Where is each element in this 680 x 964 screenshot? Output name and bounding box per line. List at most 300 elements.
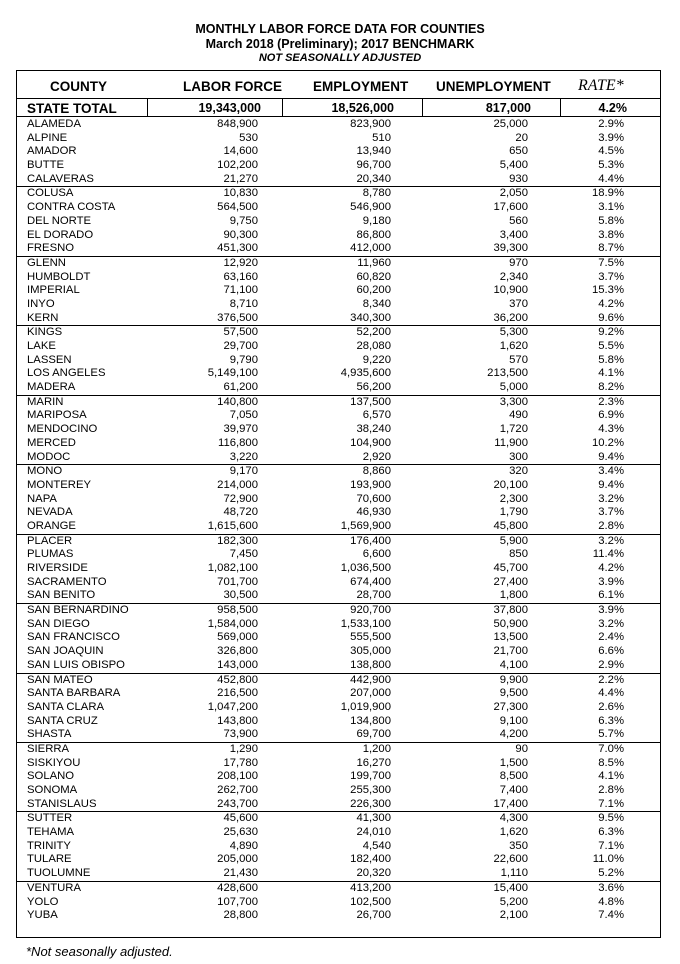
- employment-value: 4,540: [362, 839, 391, 852]
- table-row: [16, 728, 661, 742]
- table-row: [16, 811, 661, 826]
- employment-value: 1,200: [362, 742, 391, 755]
- employment-value: 104,900: [350, 436, 391, 449]
- labor-force-value: 1,082,100: [207, 562, 258, 574]
- employment-value: 86,800: [356, 228, 391, 241]
- county-name: KINGS: [27, 326, 63, 339]
- unemployment-value: 17,400: [493, 797, 528, 810]
- county-name: STANISLAUS: [27, 797, 97, 810]
- employment-value: 46,930: [356, 506, 391, 519]
- table-row: [16, 325, 661, 340]
- county-name: SISKIYOU: [27, 756, 81, 769]
- table-row: [16, 298, 661, 312]
- table-row: [16, 423, 661, 437]
- table-row: [16, 618, 661, 632]
- unemployment-value: 490: [509, 409, 528, 422]
- rate-value: 5.7%: [598, 728, 624, 741]
- table-row: [16, 173, 661, 187]
- employment-value: 26,700: [356, 909, 391, 922]
- unemployment-value: 20,100: [493, 478, 528, 491]
- rate-value: 4.2%: [598, 297, 624, 310]
- county-name: SAN FRANCISCO: [27, 631, 120, 644]
- unemployment-value: 21,700: [493, 645, 528, 658]
- labor-force-value: 116,800: [218, 436, 258, 449]
- rate-value: 4.4%: [598, 172, 624, 185]
- employment-value: 9,220: [362, 353, 391, 366]
- unemployment-value: 90: [515, 742, 528, 755]
- labor-force-value: 216,500: [217, 687, 258, 700]
- county-name: MARIPOSA: [27, 409, 87, 422]
- unemployment-value: 850: [509, 548, 528, 561]
- employment-value: 52,200: [356, 326, 391, 339]
- county-name: KERN: [27, 311, 59, 324]
- county-name: NAPA: [27, 492, 57, 505]
- unemployment-value: 8,500: [499, 770, 528, 783]
- employment-value: 60,820: [356, 270, 391, 283]
- rate-value: 6.3%: [598, 826, 624, 839]
- employment-value: 412,000: [350, 242, 391, 255]
- employment-value: 8,780: [362, 187, 391, 200]
- state-total-employment: 18,526,000: [331, 101, 394, 115]
- employment-value: 8,340: [362, 297, 391, 310]
- unemployment-value: 36,200: [493, 311, 528, 324]
- table-row: [16, 159, 661, 173]
- unemployment-value: 3,400: [499, 228, 528, 241]
- rate-value: 5.8%: [598, 353, 624, 366]
- rate-value: 2.8%: [598, 519, 624, 532]
- employment-value: 413,200: [350, 881, 391, 894]
- rate-value: 9.4%: [598, 478, 624, 491]
- rate-value: 2.9%: [598, 658, 624, 671]
- rate-value: 8.5%: [598, 756, 624, 769]
- county-name: TRINITY: [27, 839, 71, 852]
- table-row: [16, 256, 661, 271]
- county-name: NEVADA: [27, 506, 73, 519]
- county-name: SANTA CRUZ: [27, 714, 98, 727]
- rate-value: 7.0%: [598, 742, 624, 755]
- labor-force-value: 1,290: [229, 742, 258, 755]
- labor-force-value: 25,630: [223, 826, 258, 839]
- rate-value: 2.3%: [598, 395, 624, 408]
- unemployment-value: 4,300: [499, 812, 528, 825]
- labor-force-value: 530: [239, 131, 258, 144]
- county-name: INYO: [27, 297, 55, 310]
- employment-value: 11,960: [357, 256, 391, 269]
- table-row: [16, 201, 661, 215]
- rate-value: 3.2%: [598, 617, 624, 630]
- rate-value: 2.9%: [598, 118, 624, 130]
- county-name: LAKE: [27, 340, 56, 352]
- unemployment-value: 15,400: [493, 881, 528, 894]
- unemployment-value: 2,050: [499, 187, 528, 200]
- employment-value: 193,900: [350, 478, 391, 491]
- table-row: [16, 409, 661, 423]
- county-name: SHASTA: [27, 728, 72, 741]
- table-row: [16, 520, 661, 534]
- rate-value: 3.2%: [598, 492, 624, 505]
- table-row: [16, 826, 661, 840]
- total-cell-divider: [282, 98, 283, 116]
- county-name: SUTTER: [27, 812, 73, 825]
- rate-value: 3.4%: [598, 465, 624, 478]
- labor-force-value: 39,970: [223, 423, 258, 436]
- unemployment-value: 930: [509, 172, 528, 185]
- unemployment-value: 350: [509, 839, 528, 852]
- county-name: ORANGE: [27, 519, 76, 532]
- unemployment-value: 17,600: [493, 201, 528, 214]
- state-total-labor-force: 19,343,000: [198, 101, 261, 115]
- employment-value: 60,200: [356, 284, 391, 297]
- county-name: TULARE: [27, 853, 72, 866]
- rate-value: 4.8%: [598, 895, 624, 908]
- employment-value: 6,570: [362, 409, 391, 422]
- unemployment-value: 1,720: [499, 423, 528, 436]
- employment-value: 207,000: [350, 687, 391, 700]
- county-name: MARIN: [27, 395, 64, 408]
- employment-value: 28,080: [356, 340, 391, 352]
- labor-force-value: 7,450: [229, 548, 258, 561]
- employment-value: 442,900: [350, 673, 391, 686]
- labor-force-value: 214,000: [217, 478, 258, 491]
- rate-value: 4.1%: [598, 367, 624, 380]
- labor-force-value: 10,830: [223, 187, 258, 200]
- employment-value: 16,270: [356, 756, 391, 769]
- county-name: MADERA: [27, 381, 76, 394]
- labor-force-value: 143,000: [217, 658, 258, 671]
- rate-value: 3.7%: [598, 270, 624, 283]
- table-row: [16, 631, 661, 645]
- unemployment-value: 1,620: [499, 340, 528, 352]
- unemployment-value: 2,340: [499, 270, 528, 283]
- state-total-rate: 4.2%: [598, 101, 627, 115]
- rate-value: 4.1%: [598, 770, 624, 783]
- unemployment-value: 4,200: [499, 728, 528, 741]
- total-cell-divider: [422, 98, 423, 116]
- labor-force-value: 1,615,600: [207, 519, 258, 532]
- employment-value: 6,600: [362, 548, 391, 561]
- employment-value: 96,700: [356, 159, 391, 172]
- employment-value: 176,400: [350, 534, 391, 547]
- labor-force-value: 451,300: [217, 242, 258, 255]
- county-name: EL DORADO: [27, 228, 94, 241]
- column-header-labor-force: LABOR FORCE: [183, 79, 282, 94]
- unemployment-value: 27,300: [493, 700, 528, 713]
- county-name: BUTTE: [27, 159, 65, 172]
- employment-value: 8,860: [362, 465, 391, 478]
- labor-force-value: 7,050: [229, 409, 258, 422]
- county-name: ALPINE: [27, 131, 68, 144]
- table-row: [16, 464, 661, 479]
- labor-force-value: 243,700: [217, 797, 258, 810]
- column-header-unemployment: UNEMPLOYMENT: [436, 79, 551, 94]
- rate-value: 2.6%: [598, 700, 624, 713]
- employment-value: 255,300: [350, 784, 391, 796]
- labor-force-value: 30,500: [223, 589, 258, 602]
- page-title: MONTHLY LABOR FORCE DATA FOR COUNTIES: [195, 22, 485, 36]
- county-name: PLACER: [27, 534, 73, 547]
- unemployment-value: 1,620: [499, 826, 528, 839]
- rate-value: 6.9%: [598, 409, 624, 422]
- county-name: SAN MATEO: [27, 673, 93, 686]
- unemployment-value: 970: [509, 256, 528, 269]
- labor-force-value: 452,800: [217, 673, 258, 686]
- header-divider: [16, 98, 661, 99]
- table-row: [16, 673, 661, 688]
- unemployment-value: 320: [509, 465, 528, 478]
- county-name: MENDOCINO: [27, 423, 98, 436]
- employment-value: 134,800: [350, 714, 391, 727]
- page-subtitle: March 2018 (Preliminary); 2017 BENCHMARK: [205, 37, 475, 51]
- total-cell-divider: [560, 98, 561, 116]
- county-name: LOS ANGELES: [27, 367, 106, 380]
- table-row: [16, 132, 661, 146]
- table-row: [16, 840, 661, 854]
- unemployment-value: 650: [509, 145, 528, 158]
- county-name: LASSEN: [27, 353, 72, 366]
- county-name: SIERRA: [27, 742, 70, 755]
- labor-force-value: 102,200: [217, 159, 258, 172]
- labor-force-value: 848,900: [217, 118, 258, 130]
- rate-value: 4.5%: [598, 145, 624, 158]
- employment-value: 4,935,600: [340, 367, 391, 380]
- employment-value: 9,180: [362, 214, 391, 227]
- table-row: [16, 284, 661, 298]
- unemployment-value: 9,100: [499, 714, 528, 727]
- table-row: [16, 534, 661, 549]
- table-row: [16, 757, 661, 771]
- county-name: YUBA: [27, 909, 58, 922]
- employment-value: 920,700: [350, 604, 391, 617]
- rate-value: 4.2%: [598, 562, 624, 574]
- rate-value: 7.1%: [598, 839, 624, 852]
- labor-force-value: 14,600: [223, 145, 258, 158]
- unemployment-value: 9,900: [499, 673, 528, 686]
- county-name: SONOMA: [27, 784, 78, 796]
- employment-value: 28,700: [356, 589, 391, 602]
- rate-value: 3.1%: [598, 201, 624, 214]
- labor-force-value: 71,100: [223, 284, 258, 297]
- labor-force-value: 1,047,200: [207, 700, 258, 713]
- rate-value: 3.2%: [598, 534, 624, 547]
- labor-force-value: 90,300: [223, 228, 258, 241]
- labor-force-value: 564,500: [217, 201, 258, 214]
- unemployment-value: 4,100: [499, 658, 528, 671]
- labor-force-value: 569,000: [217, 631, 258, 644]
- employment-value: 20,320: [356, 867, 391, 880]
- rate-value: 2.4%: [598, 631, 624, 644]
- rate-value: 5.5%: [598, 340, 624, 352]
- rate-value: 8.2%: [598, 381, 624, 394]
- rate-value: 5.2%: [598, 867, 624, 880]
- county-name: MONO: [27, 465, 63, 478]
- rate-value: 9.6%: [598, 311, 624, 324]
- employment-value: 199,700: [350, 770, 391, 783]
- rate-value: 15.3%: [591, 284, 624, 297]
- county-name: DEL NORTE: [27, 214, 92, 227]
- labor-force-value: 45,600: [223, 812, 258, 825]
- county-name: SAN DIEGO: [27, 617, 90, 630]
- table-row: [16, 118, 661, 132]
- table-row: [16, 576, 661, 590]
- employment-value: 41,300: [356, 812, 391, 825]
- employment-value: 1,036,500: [340, 562, 391, 574]
- county-name: SAN BENITO: [27, 589, 96, 602]
- table-row: [16, 493, 661, 507]
- employment-value: 823,900: [350, 118, 391, 130]
- table-row: [16, 715, 661, 729]
- labor-force-value: 61,200: [223, 381, 258, 394]
- table-row: [16, 701, 661, 715]
- employment-value: 674,400: [350, 575, 391, 588]
- county-name: MODOC: [27, 450, 71, 463]
- rate-value: 10.2%: [591, 436, 624, 449]
- county-name: MERCED: [27, 436, 76, 449]
- labor-force-value: 9,170: [229, 465, 258, 478]
- table-row: [16, 867, 661, 881]
- table-row: [16, 659, 661, 673]
- labor-force-value: 48,720: [223, 506, 258, 519]
- labor-force-value: 140,800: [217, 395, 258, 408]
- rate-value: 3.9%: [598, 131, 624, 144]
- table-row: [16, 479, 661, 493]
- rate-value: 3.9%: [598, 604, 624, 617]
- employment-value: 70,600: [356, 492, 391, 505]
- unemployment-value: 570: [509, 353, 528, 366]
- rate-value: 5.8%: [598, 214, 624, 227]
- state-total-unemployment: 817,000: [485, 101, 531, 115]
- labor-force-value: 5,149,100: [207, 367, 258, 380]
- footnote: *Not seasonally adjusted.: [26, 944, 173, 959]
- labor-force-value: 63,160: [223, 270, 258, 283]
- unemployment-value: 1,790: [499, 506, 528, 519]
- rate-value: 3.7%: [598, 506, 624, 519]
- unemployment-value: 5,000: [499, 381, 528, 394]
- table-row: [16, 451, 661, 465]
- county-table-body: [16, 118, 661, 923]
- table-row: [16, 798, 661, 812]
- unemployment-value: 1,110: [500, 867, 528, 880]
- labor-force-value: 57,500: [223, 326, 258, 339]
- unemployment-value: 45,800: [493, 519, 528, 532]
- column-header-county: COUNTY: [50, 79, 107, 94]
- county-name: SANTA CLARA: [27, 700, 105, 713]
- table-row: [16, 242, 661, 256]
- employment-value: 1,533,100: [340, 617, 391, 630]
- county-name: VENTURA: [27, 881, 81, 894]
- labor-force-value: 29,700: [223, 340, 258, 352]
- table-row: [16, 229, 661, 243]
- table-row: [16, 853, 661, 867]
- rate-value: 3.8%: [598, 228, 624, 241]
- unemployment-value: 39,300: [493, 242, 528, 255]
- table-row: [16, 784, 661, 798]
- employment-value: 20,340: [356, 172, 391, 185]
- table-row: [16, 312, 661, 326]
- rate-value: 18.9%: [591, 187, 624, 200]
- labor-force-value: 21,430: [223, 867, 258, 880]
- rate-value: 8.7%: [598, 242, 624, 255]
- county-name: SOLANO: [27, 770, 75, 783]
- rate-value: 6.1%: [598, 589, 624, 602]
- employment-value: 1,569,900: [340, 519, 391, 532]
- unemployment-value: 560: [509, 214, 528, 227]
- labor-force-value: 4,890: [229, 839, 258, 852]
- unemployment-value: 9,500: [499, 687, 528, 700]
- rate-value: 7.1%: [598, 797, 624, 810]
- unemployment-value: 11,900: [494, 436, 528, 449]
- labor-force-value: 1,584,000: [207, 617, 258, 630]
- rate-value: 9.4%: [598, 450, 624, 463]
- table-row: [16, 687, 661, 701]
- table-row: [16, 215, 661, 229]
- unemployment-value: 5,200: [499, 895, 528, 908]
- unemployment-value: 10,900: [493, 284, 528, 297]
- page-subtitle-adjustment: NOT SEASONALLY ADJUSTED: [258, 52, 422, 64]
- employment-value: 182,400: [350, 853, 391, 866]
- table-row: [16, 742, 661, 757]
- labor-force-value: 107,700: [217, 895, 258, 908]
- unemployment-value: 5,400: [499, 159, 528, 172]
- rate-value: 9.5%: [598, 812, 624, 825]
- labor-force-value: 205,000: [217, 853, 258, 866]
- labor-force-value: 958,500: [217, 604, 258, 617]
- table-row: [16, 645, 661, 659]
- rate-value: 6.3%: [598, 714, 624, 727]
- rate-value: 2.2%: [598, 673, 624, 686]
- unemployment-value: 25,000: [493, 118, 528, 130]
- county-name: AMADOR: [27, 145, 77, 158]
- county-name: CALAVERAS: [27, 172, 94, 185]
- column-header-employment: EMPLOYMENT: [313, 79, 409, 94]
- employment-value: 13,940: [356, 145, 391, 158]
- table-row: [16, 395, 661, 410]
- unemployment-value: 27,400: [493, 575, 528, 588]
- rate-value: 9.2%: [598, 326, 624, 339]
- labor-force-value: 182,300: [217, 534, 258, 547]
- county-name: YOLO: [27, 895, 59, 908]
- employment-value: 555,500: [350, 631, 391, 644]
- table-row: [16, 367, 661, 381]
- unemployment-value: 1,500: [499, 756, 528, 769]
- table-row: [16, 340, 661, 354]
- rate-value: 11.4%: [592, 548, 624, 561]
- state-total-label: STATE TOTAL: [27, 101, 117, 116]
- table-row: [16, 354, 661, 368]
- total-divider: [16, 116, 661, 117]
- employment-value: 1,019,900: [340, 700, 391, 713]
- rate-value: 3.6%: [598, 881, 624, 894]
- rate-value: 2.8%: [598, 784, 624, 796]
- column-header-rate: RATE*: [578, 77, 624, 94]
- county-name: TEHAMA: [27, 826, 75, 839]
- table-row: [16, 271, 661, 285]
- table-row: [16, 506, 661, 520]
- labor-force-value: 376,500: [217, 311, 258, 324]
- rate-value: 3.9%: [598, 575, 624, 588]
- unemployment-value: 370: [509, 297, 528, 310]
- employment-value: 2,920: [362, 450, 391, 463]
- table-row: [16, 770, 661, 784]
- employment-value: 340,300: [350, 311, 391, 324]
- labor-force-value: 72,900: [223, 492, 258, 505]
- county-name: SANTA BARBARA: [27, 687, 121, 700]
- unemployment-value: 5,300: [499, 326, 528, 339]
- unemployment-value: 7,400: [499, 784, 528, 796]
- labor-force-value: 428,600: [217, 881, 258, 894]
- employment-value: 510: [372, 131, 391, 144]
- unemployment-value: 5,900: [499, 534, 528, 547]
- labor-force-value: 3,220: [229, 450, 258, 463]
